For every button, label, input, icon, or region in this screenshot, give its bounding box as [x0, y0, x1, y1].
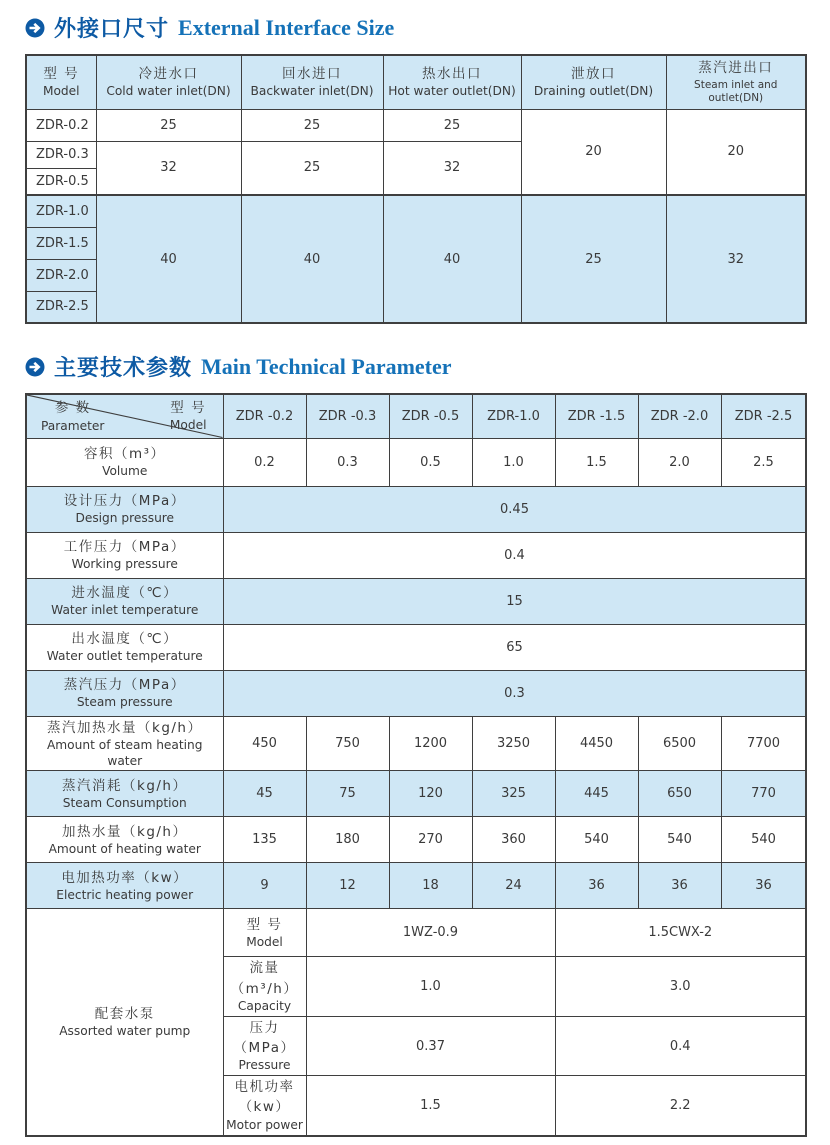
value-cell: 3.0: [555, 957, 806, 1016]
row-steam-heating-water: [26, 716, 806, 771]
param-label-en: Amount of steam heating water: [46, 737, 203, 768]
param-label-zh: 进水温度（℃）: [71, 584, 179, 601]
section2-title-en: Main Technical Parameter: [201, 353, 452, 379]
param-label-en: Electric heating power: [56, 888, 194, 903]
row-volume: [26, 438, 806, 486]
value-cell: 36: [555, 863, 638, 909]
value-cell: 25: [241, 109, 383, 141]
corner-model-zh: 型 号: [170, 400, 207, 416]
value-cell: 2.2: [555, 1076, 806, 1136]
corner-model-label: [170, 398, 207, 434]
col-header: ZDR -2.0: [638, 394, 721, 438]
param-label-en: Model: [246, 935, 283, 950]
param-label: [26, 716, 223, 771]
param-label-zh: 设计压力（MPa）: [63, 492, 186, 509]
row-steam-consumption: [26, 771, 806, 817]
param-label: [223, 957, 306, 1016]
table-row: [26, 109, 806, 141]
value-cell: 0.3: [306, 438, 389, 486]
col-header: ZDR-1.0: [472, 394, 555, 438]
value-cell: 1.5: [555, 438, 638, 486]
param-label-en: Amount of heating water: [48, 842, 201, 857]
value-cell: 36: [721, 863, 806, 909]
param-label-en: Water outlet temperature: [46, 649, 203, 664]
param-label-en: Pressure: [238, 1058, 291, 1073]
param-label-en: Water inlet temperature: [51, 603, 199, 618]
param-label-zh: 容积（m³）: [83, 445, 166, 462]
value-cell: 450: [223, 716, 306, 771]
value-cell: 0.37: [306, 1016, 555, 1075]
value-cell: 32: [666, 195, 806, 323]
param-label: [26, 624, 223, 670]
value-cell: 360: [472, 817, 555, 863]
value-cell: 1200: [389, 716, 472, 771]
param-label-zh: 蒸汽压力（MPa）: [63, 676, 186, 693]
col-header-steam: [666, 55, 806, 109]
value-cell: 20: [521, 109, 666, 195]
arrow-bullet-icon: [25, 18, 45, 38]
section1-title: [25, 12, 805, 43]
param-label-en: Volume: [102, 464, 148, 479]
corner-param-label: [41, 398, 104, 434]
param-label: [223, 1016, 306, 1075]
section2-title: [25, 351, 805, 382]
value-cell: 9: [223, 863, 306, 909]
param-label-zh: 型 号: [246, 916, 283, 933]
row-water-inlet-temperature: [26, 578, 806, 624]
param-label-zh: 电加热功率（kw）: [61, 869, 189, 886]
model-cell: ZDR-1.5: [26, 227, 96, 259]
value-cell: 0.3: [223, 670, 806, 716]
col-header-zh: 泄放口: [571, 66, 616, 83]
param-label-zh: 压力（MPa）: [233, 1019, 296, 1057]
value-cell: 0.4: [555, 1016, 806, 1075]
value-cell: 7700: [721, 716, 806, 771]
value-cell: 325: [472, 771, 555, 817]
value-cell: 770: [721, 771, 806, 817]
col-header-hot-water: [383, 55, 521, 109]
param-label-zh: 工作压力（MPa）: [63, 538, 186, 555]
section1-title-en: External Interface Size: [178, 14, 395, 40]
external-interface-table: [25, 54, 807, 324]
param-label: [26, 771, 223, 817]
t1-header-row: [26, 55, 806, 109]
col-header-zh: 热水出口: [422, 66, 482, 83]
corner-model-en: Model: [169, 418, 207, 433]
col-header: ZDR -0.2: [223, 394, 306, 438]
value-cell: 40: [241, 195, 383, 323]
value-cell: 1.0: [306, 957, 555, 1016]
value-cell: 445: [555, 771, 638, 817]
section2-title-zh: 主要技术参数: [54, 356, 193, 381]
technical-parameter-table: [25, 393, 807, 1137]
param-label: [26, 578, 223, 624]
value-cell: 540: [638, 817, 721, 863]
col-header-draining: [521, 55, 666, 109]
value-cell: 18: [389, 863, 472, 909]
value-cell: 65: [223, 624, 806, 670]
value-cell: 270: [389, 817, 472, 863]
col-header-zh: 回水进口: [282, 66, 342, 83]
param-label: [223, 909, 306, 957]
value-cell: 540: [721, 817, 806, 863]
col-header-zh: 型 号: [43, 66, 80, 83]
col-header-en: Steam inlet and outlet(DN): [694, 78, 778, 105]
col-header-cold-water: [96, 55, 241, 109]
row-electric-heating-power: [26, 863, 806, 909]
value-cell: 24: [472, 863, 555, 909]
col-header-en: Model: [42, 84, 80, 99]
col-header: ZDR -2.5: [721, 394, 806, 438]
value-cell: 32: [383, 141, 521, 195]
section1-title-zh: 外接口尺寸: [54, 17, 170, 42]
value-cell: 750: [306, 716, 389, 771]
value-cell: 25: [96, 109, 241, 141]
value-cell: 25: [521, 195, 666, 323]
param-label: [26, 863, 223, 909]
value-cell: 2.0: [638, 438, 721, 486]
value-cell: 40: [96, 195, 241, 323]
param-label-en: Design pressure: [75, 511, 175, 526]
value-cell: 135: [223, 817, 306, 863]
value-cell: 40: [383, 195, 521, 323]
col-header-en: Hot water outlet(DN): [388, 84, 516, 99]
value-cell: 20: [666, 109, 806, 195]
row-pump-model: [26, 909, 806, 957]
value-cell: 45: [223, 771, 306, 817]
corner-param-en: Parameter: [41, 418, 105, 433]
param-label-zh: 加热水量（kg/h）: [62, 823, 188, 840]
row-water-outlet-temperature: [26, 624, 806, 670]
pump-group-zh: 配套水泵: [94, 1005, 155, 1022]
col-header-en: Backwater inlet(DN): [250, 84, 374, 99]
arrow-bullet-icon: [25, 357, 45, 377]
value-cell: 120: [389, 771, 472, 817]
model-cell: ZDR-0.5: [26, 168, 96, 195]
col-header: ZDR -0.3: [306, 394, 389, 438]
param-label-en: Steam pressure: [76, 695, 173, 710]
value-cell: 12: [306, 863, 389, 909]
value-cell: 0.45: [223, 486, 806, 532]
value-cell: 650: [638, 771, 721, 817]
param-label-en: Motor power: [226, 1117, 303, 1132]
value-cell: 25: [383, 109, 521, 141]
pump-group-en: Assorted water pump: [59, 1024, 191, 1039]
model-cell: ZDR-2.5: [26, 291, 96, 323]
model-cell: ZDR-0.3: [26, 141, 96, 168]
col-header-en: Cold water inlet(DN): [106, 84, 231, 99]
col-header-backwater: [241, 55, 383, 109]
param-label-zh: 蒸汽加热水量（kg/h）: [47, 719, 203, 736]
value-cell: 1.0: [472, 438, 555, 486]
model-cell: ZDR-0.2: [26, 109, 96, 141]
row-heating-water: [26, 817, 806, 863]
param-label: [26, 438, 223, 486]
t2-header-row: [26, 394, 806, 438]
value-cell: 1WZ-0.9: [306, 909, 555, 957]
param-label: [223, 1076, 306, 1136]
col-header-zh: 冷进水口: [138, 66, 199, 83]
param-label: [26, 532, 223, 578]
value-cell: 15: [223, 578, 806, 624]
param-label-en: Capacity: [237, 998, 292, 1013]
param-label: [26, 670, 223, 716]
model-cell: ZDR-1.0: [26, 195, 96, 227]
row-working-pressure: [26, 532, 806, 578]
col-header-zh: 蒸汽进出口: [698, 60, 774, 77]
param-label-en: Working pressure: [71, 557, 178, 572]
value-cell: 25: [241, 141, 383, 195]
model-cell: ZDR-2.0: [26, 259, 96, 291]
value-cell: 1.5CWX-2: [555, 909, 806, 957]
col-header: ZDR -1.5: [555, 394, 638, 438]
value-cell: 4450: [555, 716, 638, 771]
param-label-zh: 流量（m³/h）: [230, 960, 299, 997]
corner-param-zh: 参 数: [54, 400, 91, 417]
col-header-en: Draining outlet(DN): [533, 84, 654, 99]
param-label-en: Steam Consumption: [62, 796, 187, 811]
param-label-zh: 电机功率（kw）: [234, 1079, 295, 1116]
col-header-model: [26, 55, 96, 109]
col-header: ZDR -0.5: [389, 394, 472, 438]
value-cell: 0.2: [223, 438, 306, 486]
row-design-pressure: [26, 486, 806, 532]
value-cell: 1.5: [306, 1076, 555, 1136]
value-cell: 3250: [472, 716, 555, 771]
value-cell: 32: [96, 141, 241, 195]
value-cell: 180: [306, 817, 389, 863]
value-cell: 2.5: [721, 438, 806, 486]
value-cell: 75: [306, 771, 389, 817]
param-label: [26, 486, 223, 532]
param-label-zh: 蒸汽消耗（kg/h）: [62, 777, 188, 794]
row-steam-pressure: [26, 670, 806, 716]
value-cell: 540: [555, 817, 638, 863]
corner-cell: [26, 394, 223, 438]
param-label: [26, 817, 223, 863]
pump-group-label: [26, 909, 223, 1136]
value-cell: 6500: [638, 716, 721, 771]
table-row: [26, 195, 806, 227]
param-label-zh: 出水温度（℃）: [71, 630, 179, 647]
value-cell: 0.5: [389, 438, 472, 486]
value-cell: 0.4: [223, 532, 806, 578]
value-cell: 36: [638, 863, 721, 909]
